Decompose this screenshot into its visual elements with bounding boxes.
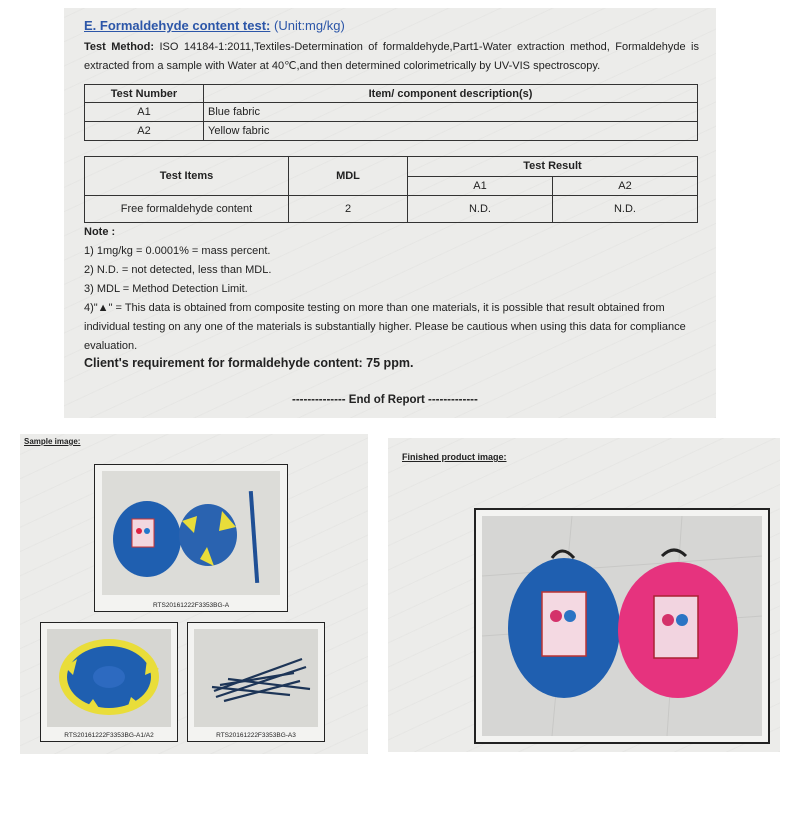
- col-test-number: Test Number: [85, 85, 204, 103]
- note-item: 2) N.D. = not detected, less than MDL.: [84, 264, 272, 276]
- caption-a3: RTS20161222F3353BG-A3: [216, 732, 296, 739]
- finished-photo-frame: [474, 508, 770, 744]
- col-test-result: Test Result: [408, 157, 698, 177]
- section-title-text: E. Formaldehyde content test:: [84, 18, 271, 33]
- mdl-cell: 2: [289, 196, 408, 223]
- finished-image-label: Finished product image:: [402, 452, 507, 462]
- test-method-label: Test Method:: [84, 41, 155, 53]
- note-item: 4)"▲" = This data is obtained from composite testing on more than one materials, it is possible that result obtained from individual testing on any one of the materials is substantially higher. Please be cautious when using this data for compliance evaluation.: [84, 302, 686, 352]
- caption-a1a2: RTS20161222F3353BG-A1/A2: [64, 732, 154, 739]
- sample-photo-a-frame: [94, 464, 288, 612]
- col-test-items: Test Items: [85, 157, 289, 196]
- col-mdl: MDL: [289, 157, 408, 196]
- tent-pieces-icon: [102, 471, 280, 595]
- sample-photo-a1a2-frame: [40, 622, 178, 742]
- test-number-cell: A1: [85, 103, 204, 122]
- sample-photo-a: [102, 471, 280, 595]
- fabric-circle-icon: [47, 629, 171, 727]
- col-a1: A1: [408, 176, 553, 196]
- table-row: [85, 122, 698, 141]
- test-item-cell: Free formaldehyde content: [85, 196, 289, 223]
- description-cell: Yellow fabric: [204, 122, 698, 141]
- sample-photo-a3: [194, 629, 318, 727]
- col-description: Item/ component description(s): [204, 85, 698, 103]
- report-sheet: [64, 8, 716, 418]
- section-title: [84, 18, 345, 33]
- section-unit: (Unit:mg/kg): [274, 18, 345, 33]
- caption-a: RTS20161222F3353BG-A: [152, 602, 230, 609]
- finished-tents-icon: [482, 516, 762, 736]
- result-table-header: [85, 157, 698, 177]
- client-requirement: Client's requirement for formaldehyde content: 75 ppm.: [84, 356, 414, 370]
- finished-photo: [482, 516, 762, 736]
- result-a2-cell: N.D.: [552, 196, 697, 223]
- note-item: 1) 1mg/kg = 0.0001% = mass percent.: [84, 245, 271, 257]
- test-method-text: ISO 14184-1:2011,Textiles-Determination of formaldehyde,Part1-Water extraction method, Formaldehyde is extracted from a sample with Water at 40℃,and then determined colorimetrically by UV-VIS spectroscopy.: [84, 41, 699, 72]
- result-a1-cell: N.D.: [408, 196, 553, 223]
- sample-photo-a1a2: [47, 629, 171, 727]
- table-row: [85, 196, 698, 223]
- finished-product-panel: [388, 438, 780, 752]
- note-label: Note :: [84, 226, 116, 238]
- sample-photo-a3-frame: [187, 622, 325, 742]
- test-number-cell: A2: [85, 122, 204, 141]
- test-method: [84, 38, 699, 76]
- component-table: [84, 84, 698, 141]
- table-row: [85, 103, 698, 122]
- result-table: [84, 156, 698, 223]
- sample-image-label: Sample image:: [24, 437, 81, 446]
- end-of-report: -------------- End of Report -------------: [292, 394, 478, 406]
- tent-poles-icon: [194, 629, 318, 727]
- note-item: 3) MDL = Method Detection Limit.: [84, 283, 248, 295]
- description-cell: Blue fabric: [204, 103, 698, 122]
- notes: [84, 223, 704, 356]
- component-table-header: [85, 85, 698, 103]
- col-a2: A2: [552, 176, 697, 196]
- sample-image-panel: [20, 434, 368, 754]
